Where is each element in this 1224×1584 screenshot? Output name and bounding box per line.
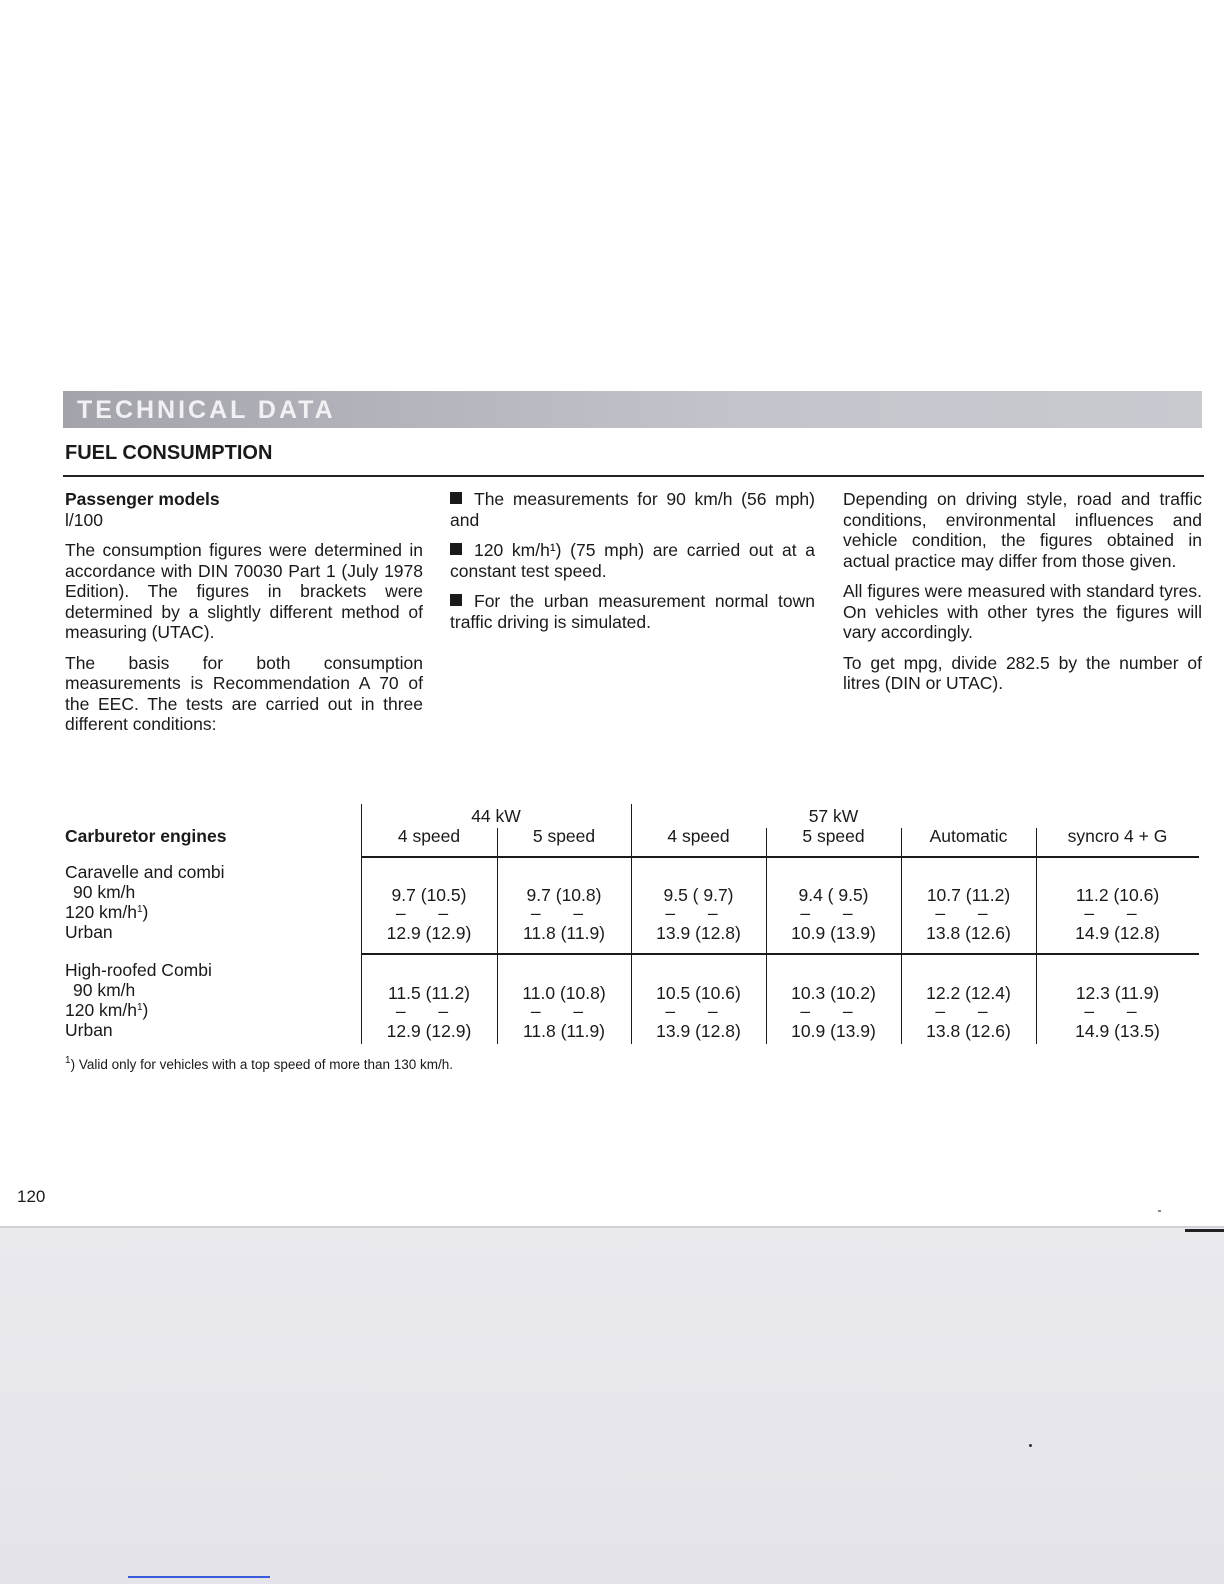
col-header: 4 speed bbox=[397, 826, 461, 846]
notes-paragraph-3: To get mpg, divide 282.5 by the number of litres (DIN or UTAC). bbox=[843, 652, 1202, 693]
scan-mark bbox=[1185, 1229, 1224, 1232]
value-urban: 13.8 (12.6) bbox=[926, 1021, 1011, 1041]
row-header: Carburetor engines bbox=[65, 826, 227, 846]
dash-placeholder: – – bbox=[1084, 903, 1151, 923]
dash-placeholder: – – bbox=[395, 903, 463, 923]
intro-heading: Passenger models bbox=[65, 489, 220, 509]
group-57kw: 57 kW bbox=[808, 806, 859, 826]
value-urban: 10.9 (13.9) bbox=[791, 1021, 876, 1041]
dash-placeholder: – – bbox=[1084, 1001, 1151, 1021]
dash-placeholder: – – bbox=[665, 1001, 732, 1021]
footnote-text: Valid only for vehicles with a top speed of more than 130 km/h. bbox=[78, 1057, 454, 1072]
value-constant: 9.5 ( 9.7) bbox=[663, 885, 734, 905]
row-label: 120 $km/h^1$) bbox=[65, 902, 149, 922]
value-urban: 14.9 (13.5) bbox=[1075, 1021, 1160, 1041]
value-constant: 11.2 (10.6) bbox=[1075, 885, 1160, 905]
scan-speck bbox=[1029, 1444, 1032, 1447]
value-urban: 11.8 (11.9) bbox=[522, 1021, 606, 1041]
value-constant: 11.0 (10.8) bbox=[522, 983, 606, 1003]
notes-paragraph-2: All figures were measured with standard tyres. On vehicles with other tyres the figures will vary accordingly. bbox=[843, 581, 1202, 642]
col-header: Automatic bbox=[929, 826, 1008, 846]
bottom-underline bbox=[128, 1576, 270, 1578]
dash-placeholder: – – bbox=[800, 903, 867, 923]
dash-placeholder: – – bbox=[665, 903, 732, 923]
dash-placeholder: – – bbox=[530, 903, 598, 923]
value-constant: 10.5 (10.6) bbox=[656, 983, 741, 1003]
intro-paragraph-2: The basis for both consumption measurements is Recommendation A 70 of the EEC. The tests are carried out in three different conditions: bbox=[65, 652, 423, 734]
section-name: High-roofed Combi bbox=[65, 960, 212, 980]
value-urban: 13.9 (12.8) bbox=[656, 923, 741, 943]
page-number: 120 bbox=[17, 1187, 46, 1206]
footnote: $^1$) Valid only for vehicles with a top speed of more than 130 km/h. bbox=[65, 1055, 454, 1072]
row-label: Urban bbox=[65, 1020, 113, 1040]
dash-placeholder: – – bbox=[395, 1001, 463, 1021]
value-urban: 13.9 (12.8) bbox=[656, 1021, 741, 1041]
value-urban: 13.8 (12.6) bbox=[926, 923, 1011, 943]
notes-paragraph-1: Depending on driving style, road and traffic conditions, environmental influences and vehicle condition, the figures obtained in actual practice may differ from those given. bbox=[843, 489, 1202, 571]
section-name: Caravelle and combi bbox=[65, 862, 225, 882]
bullet-text: 120 km/h¹) (75 mph) are carried out at a constant test speed. bbox=[450, 540, 815, 581]
page-title: FUEL CONSUMPTION bbox=[65, 442, 273, 464]
value-constant: 9.4 ( 9.5) bbox=[798, 885, 869, 905]
bullet-text: For the urban measurement normal town traffic driving is simulated. bbox=[450, 591, 815, 632]
dash-placeholder: – – bbox=[935, 903, 1002, 923]
table-rule bbox=[361, 953, 1199, 955]
value-urban: 12.9 (12.9) bbox=[386, 1021, 472, 1041]
section-band-label: TECHNICAL DATA bbox=[77, 396, 336, 424]
dash-placeholder: – – bbox=[935, 1001, 1002, 1021]
row-label: 90 km/h bbox=[73, 980, 136, 1000]
value-urban: 14.9 (12.8) bbox=[1075, 923, 1160, 943]
value-constant: 9.7 (10.8) bbox=[526, 885, 602, 905]
value-constant: 9.7 (10.5) bbox=[391, 885, 467, 905]
row-label: 120 $km/h^1$) bbox=[65, 1000, 149, 1020]
scan-background bbox=[0, 1228, 1224, 1584]
col-header: 5 speed bbox=[802, 826, 865, 846]
col-header: 4 speed bbox=[667, 826, 730, 846]
group-44kw: 44 kW bbox=[471, 806, 521, 826]
row-label: 90 km/h bbox=[73, 882, 136, 902]
value-urban: 12.9 (12.9) bbox=[386, 923, 472, 943]
value-constant: 10.7 (11.2) bbox=[926, 885, 1011, 905]
value-constant: 12.3 (11.9) bbox=[1075, 983, 1160, 1003]
dash-placeholder: – – bbox=[530, 1001, 598, 1021]
table-rule bbox=[361, 856, 1199, 858]
bullet-text: The measurements for 90 km/h (56 mph) and bbox=[450, 489, 815, 530]
intro-unit: l/100 bbox=[65, 509, 103, 530]
value-urban: 10.9 (13.9) bbox=[791, 923, 876, 943]
value-urban: 11.8 (11.9) bbox=[522, 923, 606, 943]
col-header: syncro 4 + G bbox=[1067, 826, 1168, 846]
value-constant: 10.3 (10.2) bbox=[791, 983, 876, 1003]
scan-speck bbox=[1158, 1210, 1161, 1212]
row-label: Urban bbox=[65, 922, 113, 942]
col-header: 5 speed bbox=[532, 826, 596, 846]
value-constant: 12.2 (12.4) bbox=[926, 983, 1011, 1003]
dash-placeholder: – – bbox=[800, 1001, 867, 1021]
intro-paragraph-1: The consumption figures were determined in accordance with DIN 70030 Part 1 (July 1978 Edition). The figures in brackets were determined by a slightly different method of measuring (UTAC). bbox=[65, 540, 423, 642]
value-constant: 11.5 (11.2) bbox=[387, 983, 471, 1003]
